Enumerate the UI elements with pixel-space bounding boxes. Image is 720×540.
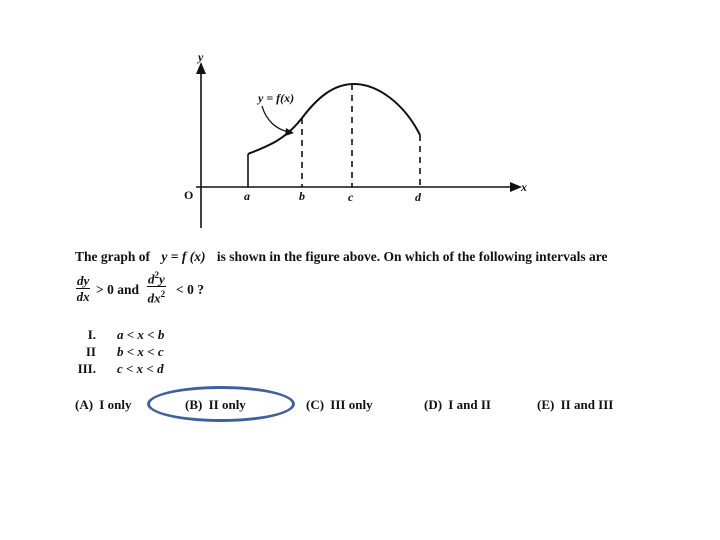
tick-label-a: a [244,189,250,203]
selected-answer-circle [147,386,295,422]
second-derivative-den-exponent: 2 [160,289,166,300]
choice-c[interactable] [306,397,373,413]
second-derivative-dx: dx [147,290,161,306]
choice-b-text: II only [208,397,246,412]
second-derivative-d: d [148,271,155,287]
question-line-1 [75,249,607,265]
choice-e[interactable] [537,397,613,413]
x-axis-label: x [521,180,527,194]
second-derivative-denominator [148,287,166,305]
y-axis-label: y [198,50,204,64]
choice-a-text: I only [99,397,132,412]
interval-numeral-1: I. [87,327,96,342]
origin-label: O [184,188,194,202]
question-function: y = f (x) [161,249,206,264]
second-derivative-numerator [147,268,166,287]
second-condition: < 0 ? [176,282,204,297]
interval-numeral-3: III. [77,361,96,376]
interval-range-1: a < x < b [117,327,165,342]
first-derivative-denominator: dx [76,289,90,304]
second-derivative-fraction [147,268,166,306]
tick-label-b: b [299,189,305,203]
curve-label: y = f(x) [258,91,295,105]
interval-numeral-2: II [85,344,96,359]
choice-c-text: III only [330,397,373,412]
choice-e-letter: (E) [537,397,555,412]
curve-label-pointer [262,106,290,132]
question-rest: is shown in the figure above. On which of the following intervals are [216,249,608,264]
tick-label-d: d [415,190,421,204]
choice-d-letter: (D) [424,397,443,412]
choice-a-letter: (A) [75,397,94,412]
choice-b-letter: (B) [185,397,203,412]
question-intro: The graph of [75,249,151,264]
first-derivative-numerator: dy [77,273,90,288]
first-condition: > 0 and [96,282,139,297]
tick-label-c: c [348,190,354,204]
choice-d[interactable] [424,397,491,413]
first-derivative-fraction [76,273,90,304]
choice-c-letter: (C) [306,397,325,412]
second-derivative-num-exponent: 2 [154,270,159,280]
choice-a[interactable] [75,397,131,413]
function-graph [0,0,720,240]
interval-range-2: b < x < c [117,344,164,359]
choice-e-text: II and III [560,397,614,412]
second-derivative-y: y [159,271,165,287]
interval-range-3: c < x < d [117,361,164,376]
choice-d-text: I and II [448,397,491,412]
